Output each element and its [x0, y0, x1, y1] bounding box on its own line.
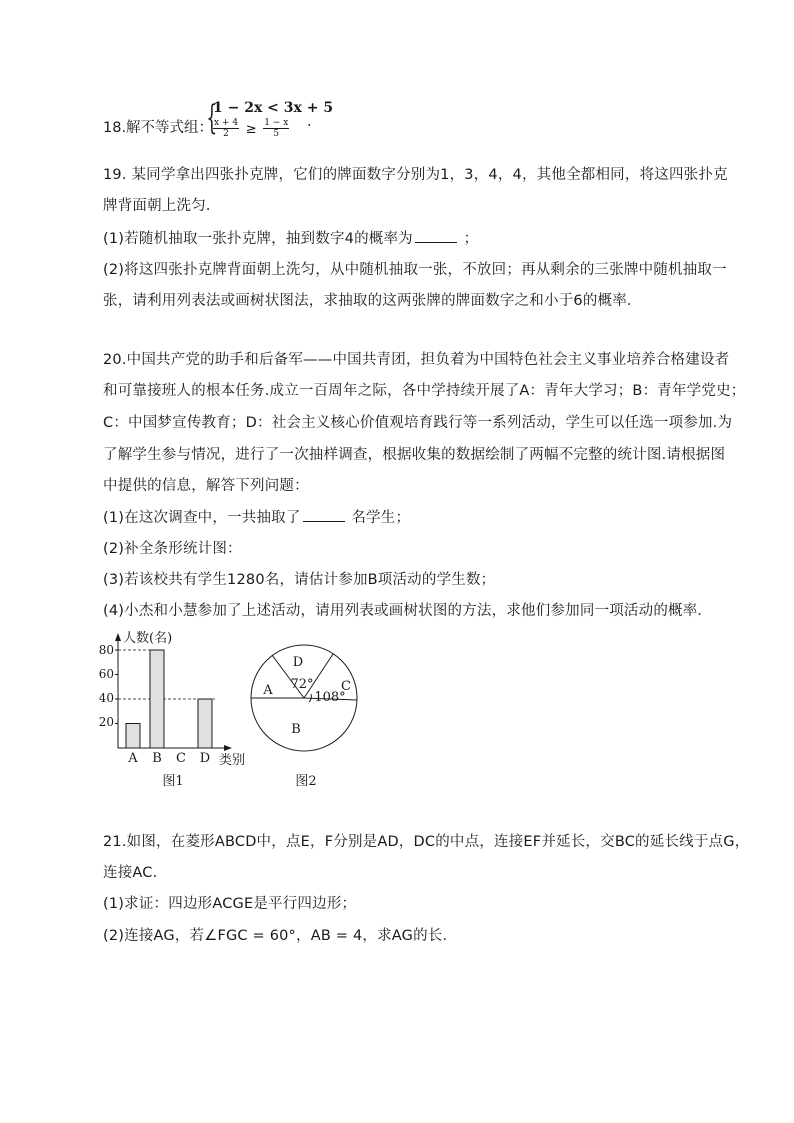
q20-line-2: 和可靠接班人的根本任务.成立一百周年之际，各中学持续开展了A：青年大学习；B：青年学党史； — [103, 383, 746, 399]
y-axis-arrow — [115, 633, 121, 641]
category-label-a: A — [128, 751, 138, 766]
q21-part-1: (1)求证：四边形ACGE是平行四边形； — [103, 896, 357, 912]
answer-blank[interactable] — [303, 507, 345, 522]
q20-line-1: 20.中国共产党的助手和后备军——中国共青团，担负着为中国特色社会主义事业培养合格建设者 — [103, 352, 730, 368]
q20-part-2: (2)补全条形统计图： — [103, 541, 242, 557]
q19-part-2-line-1: (2)将这四张扑克牌背面朝上洗匀，从中随机抽取一张，不放回；再从剩余的三张牌中随机抽取一 — [103, 262, 727, 278]
figure-2-pie-chart — [246, 640, 366, 790]
q21-line-2: 连接AC． — [103, 865, 168, 881]
y-axis-label: 人数(名) — [123, 631, 173, 646]
figure-2-caption: 图2 — [295, 774, 317, 789]
inequality-1: 1 − 2x < 3x + 5 — [213, 100, 334, 116]
q20-line-5: 中提供的信息，解答下列问题： — [103, 478, 309, 494]
pie-label-c: C — [341, 679, 351, 694]
q20-line-4: 了解学生参与情况，进行了一次抽样调查，根据收集的数据绘制了两幅不完整的统计图.请根据图 — [103, 447, 726, 463]
pie-label-b: B — [291, 722, 301, 737]
fraction-2: $\frac{1 - x}{5}$ — [264, 118, 289, 139]
q20-line-3: C：中国梦宣传教育；D：社会主义核心价值观培育践行等一系列活动，学生可以任选一项参加.为 — [103, 415, 733, 431]
pie-annotation-108: 108° — [314, 690, 346, 705]
tick-label-80: 80 — [98, 643, 114, 657]
x-axis-label: 类别 — [219, 753, 246, 768]
pie-annotation-72: 72° — [290, 677, 314, 692]
q20-part-4: (4)小杰和小慧参加了上述活动，请用列表或画树状图的方法，求他们参加同一项活动的概率． — [103, 603, 713, 619]
figure-1-caption: 图1 — [162, 774, 184, 789]
category-label-c: C — [176, 751, 186, 766]
q19-line-2: 牌背面朝上洗匀． — [103, 198, 221, 214]
q19-line-1: 19. 某同学拿出四张扑克牌，它们的牌面数字分别为1，3，4，4，其他全都相同，将这四张扑克 — [103, 167, 728, 183]
tick-label-40: 40 — [98, 691, 114, 705]
pie-label-a: A — [263, 683, 273, 698]
pie-label-d: D — [292, 655, 304, 670]
tick-label-20: 20 — [98, 715, 114, 729]
inequality-2 — [213, 118, 289, 139]
q19-part-1: (1)若随机抽取一张扑克牌，抽到数字4的概率为 ； — [103, 228, 478, 249]
ge-sign: ≥ — [245, 121, 257, 137]
q21-line-1: 21.如图，在菱形ABCD中，点E，F分别是AD，DC的中点，连接EF并延长，交BC的延长线于点G， — [103, 834, 750, 850]
figure-1-bar-chart — [95, 628, 260, 793]
fraction-1: $\frac{x + 4}{2}$ — [214, 118, 239, 139]
x-axis-arrow — [224, 745, 232, 751]
answer-blank[interactable] — [415, 228, 457, 243]
category-label-b: B — [152, 751, 162, 766]
q18-label: 18.解不等式组： — [103, 120, 214, 136]
q18-end: . — [307, 114, 312, 130]
brace: { — [206, 98, 218, 138]
bar-b — [150, 650, 164, 748]
q20-part-1: (1)在这次调查中，一共抽取了 名学生； — [103, 507, 410, 528]
q19-part-2-line-2: 张，请利用列表法或画树状图法，求抽取的这两张牌的牌面数字之和小于6的概率． — [103, 293, 642, 309]
tick-label-60: 60 — [98, 667, 114, 681]
q20-part-3: (3)若该校共有学生1280名，请估计参加B项活动的学生数； — [103, 572, 496, 588]
category-label-d: D — [199, 751, 211, 766]
q21-part-2: (2)连接AG，若∠FGC = 60°，AB = 4，求AG的长． — [103, 928, 458, 944]
bar-d — [198, 699, 212, 748]
bar-a — [126, 724, 140, 749]
